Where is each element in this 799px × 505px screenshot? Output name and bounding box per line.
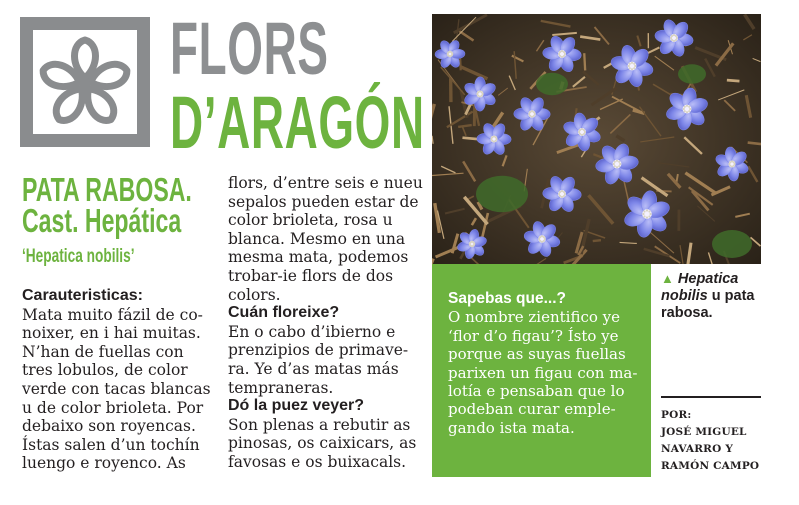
- box-line: ‘flor d’o figau’? Ísto ye: [448, 326, 619, 345]
- litter-needle: [593, 240, 601, 241]
- col2-line: colors.: [228, 285, 281, 304]
- col2-heading: Dó la puez veyer?: [228, 397, 365, 415]
- box-line: lotía e pensaban que lo: [448, 382, 625, 401]
- article-title-line1: PATA RABOSA.: [22, 171, 192, 208]
- col1-line: Mata muito fázil de co-: [22, 305, 203, 324]
- col2-line: color brioleta, rosa u: [228, 211, 393, 230]
- article-title: [22, 171, 192, 239]
- leaf: [536, 73, 568, 95]
- byline: [661, 407, 759, 475]
- col1-line: verde con tacas blancas: [22, 379, 211, 398]
- col1-line: N’han de fuellas con: [22, 342, 184, 361]
- col2-line: flors, d’entre seis e nueu: [228, 174, 423, 192]
- box-line: porque as suyas fuellas: [448, 345, 626, 364]
- leaf: [476, 176, 528, 212]
- col1-line: tres lobulos, de color: [22, 361, 188, 380]
- litter-needle: [584, 53, 585, 70]
- col1-line: luengo e royenco. As: [22, 454, 186, 473]
- col2-line: sepalos pueden estar de: [228, 192, 419, 211]
- box-line: O nombre zientifico ye: [448, 308, 621, 327]
- fact-box: [432, 264, 651, 477]
- flower-icon: [35, 32, 135, 132]
- col1-line: Ístas salen d’un tochín: [22, 435, 200, 454]
- latin-name: ‘Hepatica nobilis’: [22, 246, 135, 267]
- flower-photo: [432, 14, 761, 264]
- col2-line: mesma mata, podemos: [228, 248, 409, 267]
- col1-line: noixer, en i hai muitas.: [22, 324, 201, 343]
- caption-triangle-icon: ▲: [661, 271, 674, 286]
- caption-rest: u pata: [707, 288, 755, 304]
- leaf: [678, 64, 706, 84]
- col2-line: blanca. Mesmo en una: [228, 229, 406, 248]
- col1-line: debaixo son royencas.: [22, 417, 196, 436]
- logo-frame: [20, 17, 150, 147]
- col1-heading: Carauteristicas:: [22, 287, 143, 304]
- byline-line: POR:: [661, 409, 692, 421]
- fact-box-text: [448, 290, 637, 437]
- col2-line: Son plenas a rebutir as: [228, 415, 411, 434]
- article-column-2: [228, 174, 423, 472]
- byline-line: RAMÓN CAMPO: [661, 460, 760, 472]
- col2-heading: Cuán floreixe?: [228, 304, 340, 322]
- col2-line: pinosas, os caixicars, as: [228, 434, 417, 453]
- col2-line: prenzipios de primave-: [228, 341, 409, 360]
- photo-caption: [661, 270, 781, 322]
- logo-background: [33, 30, 137, 134]
- section-title-line2: D’ARAGÓN: [170, 81, 425, 164]
- box-line: gando ista mata.: [448, 418, 575, 437]
- byline-divider: [661, 396, 761, 398]
- col2-line: tempraneras.: [228, 378, 334, 397]
- caption-line3: rabosa.: [661, 305, 713, 321]
- caption-italic-1: Hepatica: [677, 271, 739, 287]
- byline-line: JOSÉ MIGUEL: [661, 426, 747, 438]
- col1-line: u de color brioleta. Por: [22, 398, 204, 417]
- box-line: parixen un figau con ma-: [448, 363, 638, 382]
- col2-line: favosas e os buixacals.: [228, 452, 407, 471]
- col2-line: ra. Ye d’as matas más: [228, 359, 399, 378]
- caption-italic-2: nobilis: [661, 288, 708, 304]
- litter-needle: [727, 80, 740, 81]
- section-title-line1: FLORS: [170, 7, 329, 90]
- section-title: [170, 7, 425, 164]
- box-heading: Sapebas que...?: [448, 290, 567, 307]
- article-title-line2: Cast. Hepática: [22, 202, 182, 239]
- box-line: podeban curar emple-: [448, 400, 616, 419]
- article-column-1: [22, 287, 211, 473]
- col2-line: En o cabo d’ibierno e: [228, 322, 396, 341]
- col2-line: trobar-ie flors de dos: [228, 266, 394, 285]
- byline-line: NAVARRO Y: [661, 443, 734, 455]
- leaf: [712, 230, 752, 258]
